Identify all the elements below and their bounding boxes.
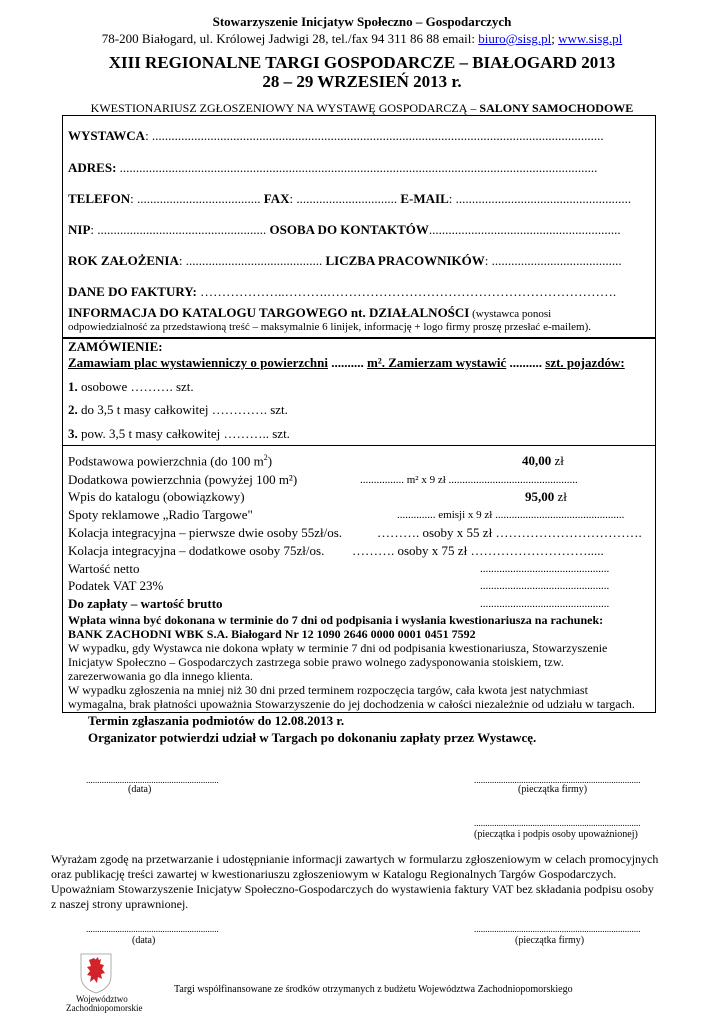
payment-info: Wpłata winna być dokonana w terminie do 7 dni od podpisania i wysłania kwestionariusza na rachunek: — [68, 613, 604, 627]
katalog-label: INFORMACJA DO KATALOGU TARGOWEGO nt. DZIAŁALNOŚCI — [68, 305, 470, 320]
fax-label: FAX — [263, 191, 290, 206]
osoba-dots: ........................................................... — [428, 222, 621, 237]
separator: ; — [551, 31, 559, 46]
price-row-fill[interactable]: .............. emisji x 9 zł ............................................... — [397, 509, 625, 521]
price-row-label: Dodatkowa powierzchnia (powyżej 100 m²) — [68, 472, 298, 487]
price-row-label: Kolacja integracyjna – pierwsze dwie osoby 55zł/os. — [68, 525, 342, 540]
authorized-caption: (pieczątka i podpis osoby upoważnionej) — [474, 829, 638, 840]
wystawca-dots: : ........................................................................................................................................... — [145, 128, 604, 143]
authorized-signature-line[interactable]: .......................................................................... — [474, 818, 641, 828]
payment-terms-line: Inicjatyw Społeczno – Gospodarczych zastrzega sobie prawo wolnego zadysponowania stoiskiem, tzw. — [68, 655, 564, 669]
price-row-label: Kolacja integracyjna – dodatkowe osoby 75zł/os. — [68, 543, 325, 558]
osoba-label: OSOBA DO KONTAKTÓW — [269, 222, 429, 237]
date-caption: (data) — [132, 935, 156, 946]
katalog-note: (wystawca ponosi — [469, 308, 552, 320]
price-row-label: Podatek VAT 23% — [68, 578, 164, 593]
date-caption: (data) — [128, 784, 152, 795]
order-heading: ZAMÓWIENIE: — [68, 339, 163, 354]
field-wystawca[interactable] — [68, 128, 604, 144]
price-row-fill[interactable]: ………. osoby x 55 zł ……………………………. — [377, 525, 642, 540]
price-row-label: Spoty reklamowe „Radio Targowe" — [68, 507, 253, 522]
price-row-label — [68, 453, 272, 469]
price-row-fill[interactable]: ………. osoby x 75 zł ………………………..... — [352, 543, 604, 558]
dane-label: DANE DO FAKTURY: — [68, 284, 201, 299]
price-value — [522, 453, 564, 469]
fair-title: XIII REGIONALNE TARGI GOSPODARCZE – BIAŁOGARD 2013 — [108, 53, 616, 72]
price-row-fill[interactable]: ............................................... — [480, 598, 610, 610]
order-vehicles-dots: .......... — [506, 355, 546, 370]
org-name: Stowarzyszenie Inicjatyw Społeczno – Gospodarczych — [212, 14, 512, 29]
price-value — [525, 489, 567, 505]
subtitle-text: KWESTIONARIUSZ ZGŁOSZENIOWY NA WYSTAWĘ GOSPODARCZĄ – — [90, 101, 480, 115]
stamp-caption: (pieczątka firmy) — [518, 784, 588, 795]
order-vehicles-unit: szt. pojazdów: — [545, 355, 625, 370]
field-dane-faktury[interactable] — [68, 284, 616, 300]
date-signature-line[interactable]: ........................................................... — [86, 924, 219, 934]
order-area-dots: .......... — [327, 355, 367, 370]
consent-line: oraz publikację treści zawartej w kwestionariuszu zgłoszeniowym w Katalogu Regionalnych Targów Gospodarczych. — [51, 867, 617, 881]
field-adres[interactable] — [68, 160, 597, 176]
subtitle-bold: SALONY SAMOCHODOWE — [479, 101, 634, 115]
bank-account: BANK ZACHODNI WBK S.A. Białogard Nr 12 1090 2646 0000 0001 0451 7592 — [68, 627, 476, 641]
consent-line: Wyrażam zgodę na przetwarzanie i udostępnianie informacji zawartych w formularzu zgłoszeniowym w celach promocyjnych — [51, 852, 659, 866]
price-row-fill[interactable]: ............................................... — [480, 563, 610, 575]
deadline-text: Termin zgłaszania podmiotów do 12.08.2013 r. — [88, 713, 345, 728]
field-rok-row[interactable] — [68, 253, 622, 269]
price-row-fill[interactable]: ................ m² x 9 zł ............................................... — [360, 474, 578, 486]
wystawca-label: WYSTAWCA — [68, 128, 146, 143]
telefon-dots: : ...................................... — [130, 191, 264, 206]
griffin-icon — [78, 952, 114, 994]
adres-dots: ................................................................................................................................................... — [116, 160, 598, 175]
rok-label: ROK ZAŁOŻENIA — [68, 253, 179, 268]
website-link[interactable]: www.sisg.pl — [558, 31, 623, 46]
telefon-label: TELEFON — [68, 191, 131, 206]
order-area-text: Zamawiam plac wystawienniczy o powierzchni — [68, 355, 328, 370]
order-divider — [62, 445, 656, 446]
field-nip-row[interactable] — [68, 222, 621, 238]
liczba-dots: : ........................................ — [484, 253, 622, 268]
logo-caption-line1: Województwo — [76, 994, 128, 1004]
price-label-text: Podstawowa powierzchnia (do 100 m — [68, 453, 264, 469]
vehicle-item-text: osobowe ………. szt. — [77, 379, 194, 394]
org-address: 78-200 Białogard, ul. Królowej Jadwigi 28, tel./fax 94 311 86 88 email: — [101, 31, 479, 46]
rok-dots: : .......................................... — [178, 253, 326, 268]
stamp-signature-line[interactable]: .......................................................................... — [474, 775, 641, 785]
price-label-end: ) — [267, 453, 273, 469]
consent-line: Upoważniam Stowarzyszenie Inicjatyw Społeczno-Gospodarczych do wystawienia faktury VAT bez składania podpisu osoby — [51, 882, 654, 896]
stamp-signature-line[interactable]: .......................................................................... — [474, 924, 641, 934]
payment-terms-line: wymagalna, brak płatności upoważnia Stowarzyszenie do jej dochodzenia w całości niezależnie od udziału w targach. — [68, 697, 635, 711]
email-label: E-MAIL — [400, 191, 449, 206]
form-subtitle — [0, 101, 724, 116]
funding-note: Targi współfinansowane ze środków otrzymanych z budżetu Województwa Zachodniopomorskiego — [174, 984, 573, 995]
logo-caption-line2: Zachodniopomorskie — [66, 1003, 143, 1013]
fax-dots: : ............................... — [289, 191, 401, 206]
nip-dots: : .................................................... — [90, 222, 270, 237]
price-unit: zł — [551, 453, 564, 468]
org-address-line — [0, 31, 724, 47]
vehicle-item-text: do 3,5 t masy całkowitej …………. szt. — [77, 402, 288, 417]
vehicle-item-num: 1. — [68, 379, 78, 394]
superscript: 2 — [263, 453, 268, 462]
dane-dots: ………………..……….…………………………………………………………. — [200, 284, 617, 299]
confirmation-text: Organizator potwierdzi udział w Targach po dokonaniu zapłaty przez Wystawcę. — [88, 730, 537, 745]
liczba-label: LICZBA PRACOWNIKÓW — [325, 253, 485, 268]
vehicle-item-num: 2. — [68, 402, 78, 417]
fair-dates: 28 – 29 WRZESIEŃ 2013 r. — [262, 72, 462, 91]
field-katalog[interactable] — [68, 305, 551, 321]
nip-label: NIP — [68, 222, 91, 237]
order-vehicles-text: m². Zamierzam wystawić — [366, 355, 507, 370]
order-area-line[interactable] — [68, 355, 625, 371]
vehicle-item[interactable] — [68, 402, 288, 418]
payment-terms-line: W wypadku zgłoszenia na mniej niż 30 dni przed terminem rozpoczęcia targów, cała kwota jest natychmiast — [68, 683, 588, 697]
price-row-label: Wpis do katalogu (obowiązkowy) — [68, 489, 245, 504]
price-row-label-total: Do zapłaty – wartość brutto — [68, 596, 223, 611]
price-row-fill[interactable]: ............................................... — [480, 580, 610, 592]
stamp-caption: (pieczątka firmy) — [515, 935, 585, 946]
katalog-note-line2: odpowiedzialność za przedstawioną treść – maksymalnie 6 linijek, informację + logo firmy proszę przesłać e-mailem). — [68, 321, 592, 333]
email-dots: : ...................................................... — [448, 191, 632, 206]
vehicle-item[interactable] — [68, 426, 290, 442]
payment-terms-line: zarezerwowania go dla innego klienta. — [68, 669, 253, 683]
payment-terms-line: W wypadku, gdy Wystawca nie dokona wpłaty w terminie 7 dni od podpisania kwestionariusza, Stowarzyszenie — [68, 641, 608, 655]
email-link[interactable]: biuro@sisg.pl — [478, 31, 552, 46]
voivodeship-logo — [78, 952, 114, 999]
date-signature-line[interactable]: ........................................................... — [86, 775, 219, 785]
vehicle-item-text: pow. 3,5 t masy całkowitej ……….. szt. — [77, 426, 290, 441]
vehicle-item[interactable] — [68, 379, 194, 395]
field-contact-row[interactable] — [68, 191, 631, 207]
consent-line: z naszej strony uprawnionej. — [51, 897, 189, 911]
price-row-label: Wartość netto — [68, 561, 140, 576]
price-unit: zł — [554, 489, 567, 504]
price-amount: 40,00 — [522, 453, 552, 468]
vehicle-item-num: 3. — [68, 426, 78, 441]
price-amount: 95,00 — [525, 489, 555, 504]
adres-label: ADRES: — [68, 160, 117, 175]
